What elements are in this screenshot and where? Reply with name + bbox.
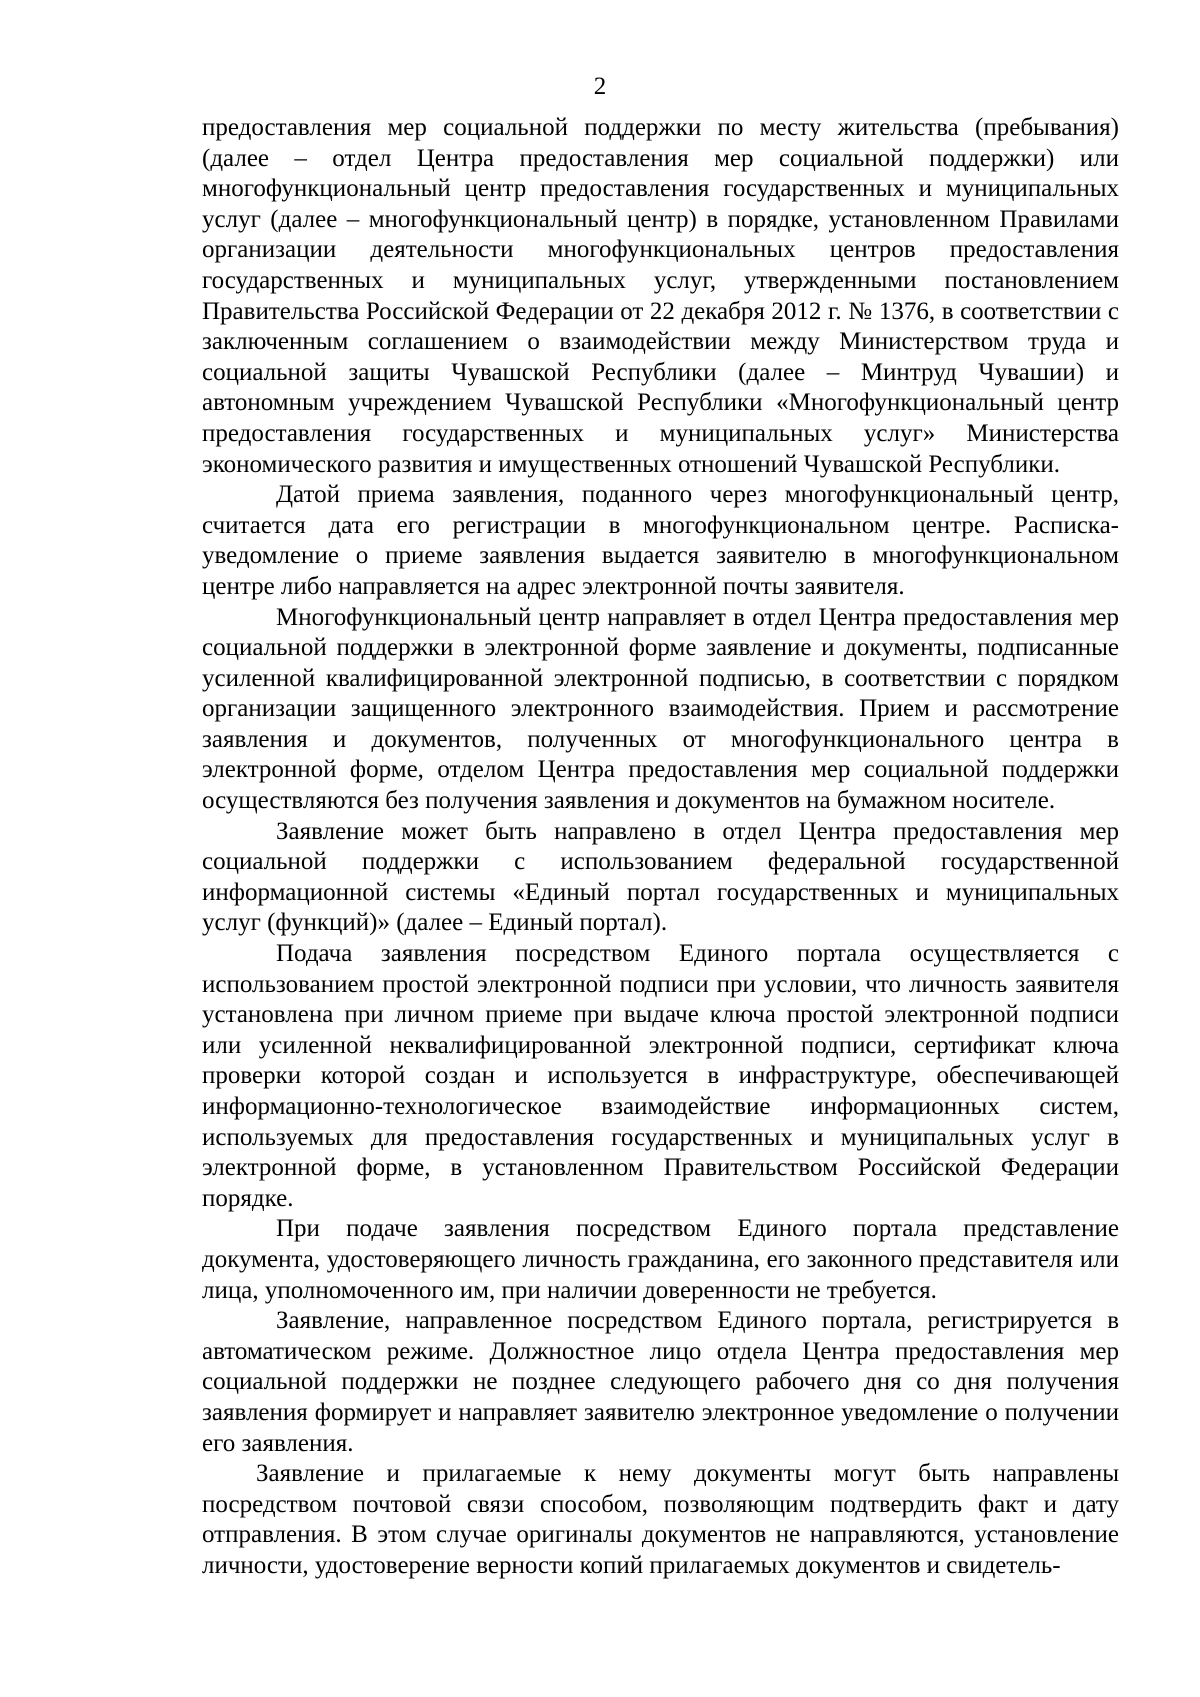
paragraph: Подача заявления посредством Единого портала осуществляется с использованием простой электронной подписи при условии, что личность заявителя установлена при личном приеме при выдаче ключа простой электронной подписи или усиленной неквалифицированной электронной подписи, сертификат ключа проверки которой создан и используется в инфраструктуре, обеспечивающей информационно-технологическое взаимодействие информационных систем, используемых для предоставления государственных и муниципальных услуг в электронной форме, в установленном Правительством Российской Федерации порядке.	[202, 940, 1119, 1212]
paragraph-continuation: предоставления мер социальной поддержки по месту жительства (пребывания) (далее – отдел Центра предоставления мер социальной поддержки) или многофункциональный центр предоставления государственных и муниципальных услуг (далее – многофункциональный центр) в порядке, установленном Правилами организации деятельности многофункциональных центров предоставления государственных и муниципальных услуг, утвержденными постановлением Правительства Российской Федерации от 22 декабря 2012 г. № 1376, в соответствии с заключенным соглашением о взаимодействии между Министерством труда и социальной защиты Чувашской Республики (далее – Минтруд Чувашии) и автономным учреждением Чувашской Республики «Многофункциональный центр предоставления государственных и муниципальных услуг» Министерства экономического развития и имущественных отношений Чувашской Республики.	[202, 114, 1119, 478]
document-body	[202, 113, 1119, 1582]
paragraph: Датой приема заявления, поданного через многофункциональный центр, считается дата его регистрации в многофункциональном центре. Расписка-уведомление о приеме заявления выдается заявителю в многофункциональном центре либо направляется на адрес электронной почты заявителя.	[202, 481, 1119, 600]
paragraph: Заявление может быть направлено в отдел Центра предоставления мер социальной поддержки с использованием федеральной государственной информационной системы «Единый портал государственных и муниципальных услуг (функций)» (далее – Единый портал).	[202, 817, 1119, 937]
paragraph: Многофункциональный центр направляет в отдел Центра предоставления мер социальной поддержки в электронной форме заявление и документы, подписанные усиленной квалифицированной электронной подписью, в соответствии с порядком организации защищенного электронного взаимодействия. Прием и рассмотрение заявления и документов, полученных от многофункционального центра в электронной форме, отделом Центра предоставления мер социальной поддержки осуществляются без получения заявления и документов на бумажном носителе.	[202, 603, 1119, 815]
page-number: 2	[593, 73, 607, 100]
paragraph: При подаче заявления посредством Единого портала представление документа, удостоверяющего личность гражданина, его законного представителя или лица, уполномоченного им, при наличии доверенности не требуется.	[202, 1215, 1119, 1304]
paragraph: Заявление, направленное посредством Единого портала, регистрируется в автоматическом режиме. Должностное лицо отдела Центра предоставления мер социальной поддержки не позднее следующего рабочего дня со дня получения заявления формирует и направляет заявителю электронное уведомление о получении его заявления.	[202, 1307, 1119, 1457]
paragraph: Заявление и прилагаемые к нему документы могут быть направлены посредством почтовой связи способом, позволяющим подтвердить факт и дату отправления. В этом случае оригиналы документов не направляются, установление личности, удостоверение верности копий прилагаемых документов и свидетель-	[202, 1460, 1119, 1579]
